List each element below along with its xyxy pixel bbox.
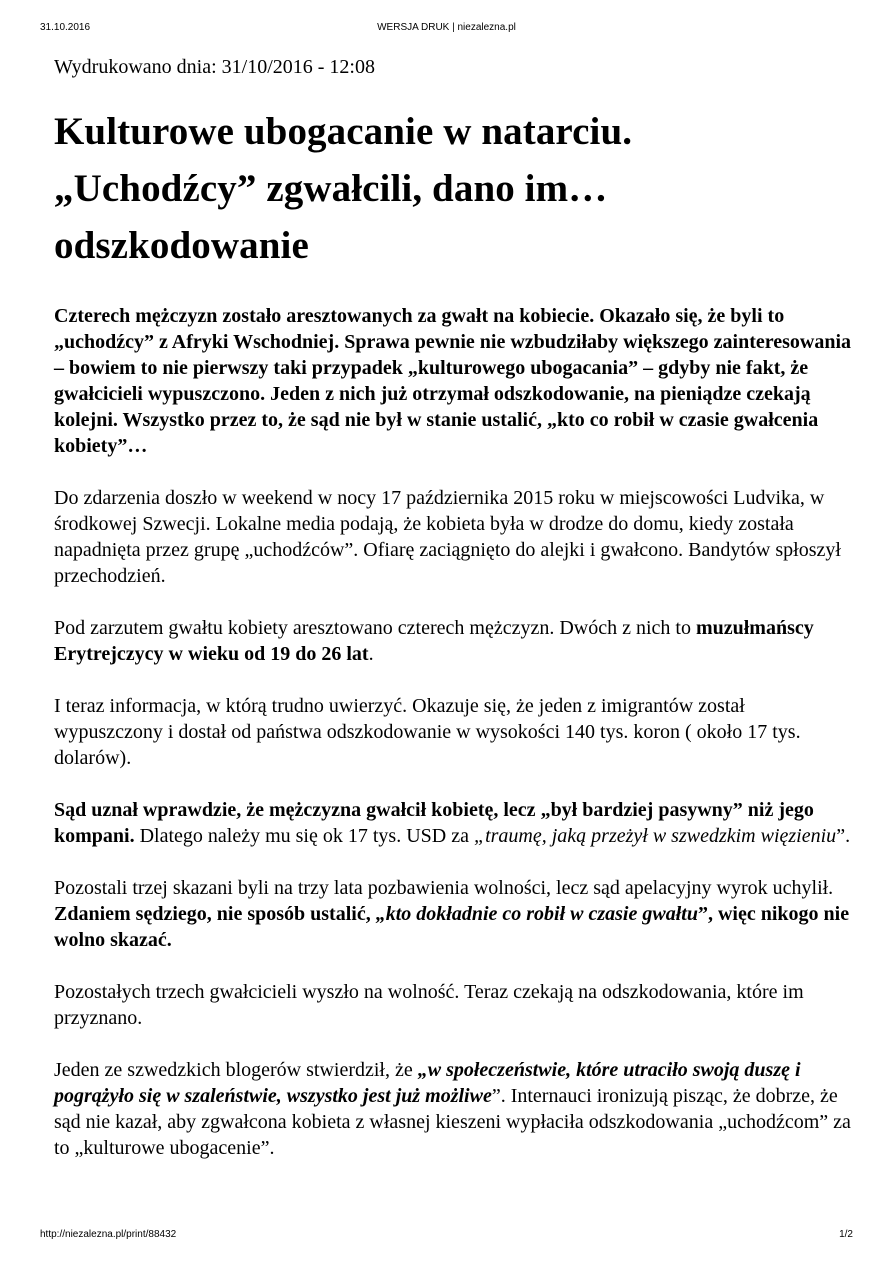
paragraph-4-text: Dlatego należy mu się ok 17 tys. USD za: [134, 825, 474, 847]
paragraph-4-italic: „traumę, jaką przeżył w szwedzkim więzieniu: [473, 825, 837, 847]
print-url: http://niezalezna.pl/print/88432: [40, 1229, 177, 1240]
paragraph-5-text: Pozostali trzej skazani byli na trzy lata pozbawienia wolności, lecz sąd apelacyjny wyrok uchylił.: [54, 877, 834, 899]
print-date: 31.10.2016: [40, 22, 91, 33]
paragraph-1: Do zdarzenia doszło w weekend w nocy 17 października 2015 roku w miejscowości Ludvika, w środkowej Szwecji. Lokalne media podają, że kobieta była w drodze do domu, kiedy została napadnięta przez grupę „uchodźców”. Ofiarę zaciągnięto do alejki i gwałcono. Bandytów spłoszył przechodzień.: [54, 487, 841, 587]
paragraph-5-bold: Zdaniem sędziego, nie sposób ustalić,: [54, 903, 376, 925]
printed-on-line: Wydrukowano dnia: 31/10/2016 - 12:08: [54, 56, 375, 78]
print-site-title: WERSJA DRUK | niezalezna.pl: [377, 22, 516, 33]
page-number: 1/2: [839, 1229, 853, 1240]
paragraph-7-text: Jeden ze szwedzkich blogerów stwierdził, że: [54, 1059, 418, 1081]
paragraph-5-bold-end: ”, więc nikogo nie wolno skazać.: [54, 903, 850, 951]
paragraph-2-text: Pod zarzutem gwałtu kobiety aresztowano czterech mężczyzn. Dwóch z nich to: [54, 617, 696, 639]
paragraph-7-end: ”. Internauci ironizują pisząc, że dobrze, że sąd nie kazał, aby zgwałcona kobieta z własnej kieszeni wypłaciła odszkodowania „uchodźcom” za to „kulturowe ubogacenie”.: [54, 1085, 851, 1159]
title-line-1: Kulturowe ubogacanie w natarciu.: [54, 110, 633, 153]
title-line-3: odszkodowanie: [54, 224, 309, 267]
article-lead: Czterech mężczyzn zostało aresztowanych za gwałt na kobiecie. Okazało się, że byli to „uchodźcy” z Afryki Wschodniej. Sprawa pewnie nie wzbudziłaby większego zainteresowania – bowiem to nie pierwszy taki przypadek „kulturowego ubogacania” – gdyby nie fakt, że gwałcicieli wypuszczono. Jeden z nich już otrzymał odszkodowanie, na pieniądze czekają kolejni. Wszystko przez to, że sąd nie był w stanie ustalić, „kto co robił w czasie gwałcenia kobiety”…: [54, 305, 852, 457]
paragraph-4-end: ”.: [836, 825, 851, 847]
paragraph-4: [54, 797, 854, 849]
title-line-2: „Uchodźcy” zgwałcili, dano im…: [54, 167, 608, 210]
paragraph-2-bold: muzułmańscy Erytrejczycy w wieku od 19 do 26 lat: [54, 617, 814, 665]
paragraph-5: [54, 875, 854, 953]
article-title: [54, 103, 854, 274]
paragraph-5-bold-italic: „kto dokładnie co robił w czasie gwałtu: [375, 903, 698, 925]
paragraph-2-end: .: [368, 643, 374, 665]
article: [54, 53, 854, 1161]
paragraph-3: I teraz informacja, w którą trudno uwierzyć. Okazuje się, że jeden z imigrantów został wypuszczony i dostał od państwa odszkodowanie w wysokości 140 tys. koron ( około 17 tys. dolarów).: [54, 695, 801, 769]
paragraph-7-quote: „w społeczeństwie, które utraciło swoją duszę i pogrążyło się w szaleństwie, wszystko jest już możliwe: [54, 1059, 801, 1107]
paragraph-4-bold: Sąd uznał wprawdzie, że mężczyzna gwałcił kobietę, lecz „był bardziej pasywny” niż jego kompani.: [54, 799, 814, 847]
paragraph-2: [54, 615, 854, 667]
paragraph-6: Pozostałych trzech gwałcicieli wyszło na wolność. Teraz czekają na odszkodowania, które im przyznano.: [54, 981, 804, 1029]
paragraph-7: [54, 1057, 854, 1161]
